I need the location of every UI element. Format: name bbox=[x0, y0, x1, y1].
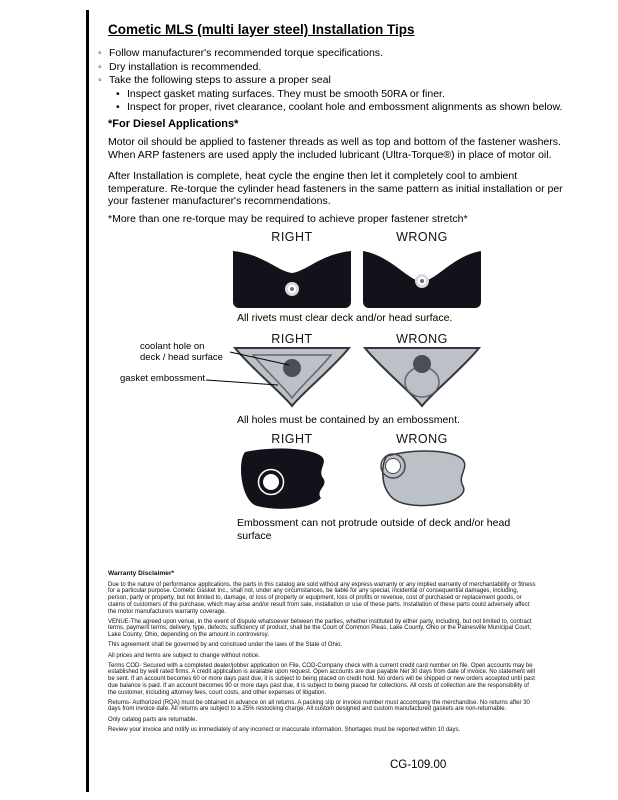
disclaimer-paragraph: Terms COD- Secured with a completed dealer/jobber application on File, COD-Company check with a current credit card number on file. Open accounts may be established by well rated firms. A credit application is available upon request. Open accounts are due payable Net 30 days from date of invoice. No statement will be sent. If an account becomes 60 or more days past due, it is subject to being placed on credit hold. No orders will be shipped or new orders accepted until past due balance is paid. If an account becomes 90 or more days past due, it is subject to being placed for collections. All costs of collection are the responsibility of the customer, including attorney fees, court costs, and other expenses of litigation. bbox=[108, 662, 535, 696]
tip-text: Take the following steps to assure a proper seal bbox=[109, 74, 331, 86]
right-label: RIGHT bbox=[271, 432, 313, 446]
wrong-label: WRONG bbox=[396, 332, 448, 346]
open-bullet-icon: ◦ bbox=[98, 60, 102, 73]
list-item bbox=[98, 74, 590, 88]
hole-icon bbox=[386, 459, 401, 474]
diagram-caption: Embossment can not protrude outside of deck and/or head surface bbox=[237, 517, 511, 542]
open-bullet-icon: ◦ bbox=[98, 74, 102, 86]
list-item bbox=[116, 101, 590, 115]
coolant-hole-callout: coolant hole on deck / head surface bbox=[140, 341, 223, 363]
embossment-right-diagram bbox=[233, 346, 351, 410]
rivet-wrong-diagram bbox=[363, 246, 481, 308]
embossment-wrong-diagram bbox=[363, 346, 481, 410]
diesel-paragraph: After Installation is complete, heat cycle the engine then let it completely cool to ambient temperature. Re-torque the cylinder head fasteners in the same pattern as initial installation or per your fastener manufacturer's recommendations. bbox=[108, 170, 563, 207]
tip-text: Inspect gasket mating surfaces. They must be smooth 50RA or finer. bbox=[127, 87, 445, 100]
page-title: Cometic MLS (multi layer steel) Installation Tips bbox=[108, 22, 415, 37]
list-item bbox=[98, 47, 590, 61]
filled-bullet-icon: • bbox=[116, 87, 120, 100]
open-bullet-icon: ◦ bbox=[98, 47, 102, 59]
coolant-hole-icon bbox=[413, 355, 431, 373]
protrusion-right-diagram bbox=[233, 446, 351, 514]
diesel-applications-heading: *For Diesel Applications* bbox=[108, 118, 239, 130]
diagram-caption: All rivets must clear deck and/or head surface. bbox=[237, 312, 453, 324]
coolant-hole-icon bbox=[283, 359, 301, 377]
retorque-note: *More than one re-torque may be required to achieve proper fastener stretch* bbox=[108, 213, 468, 225]
filled-bullet-icon: • bbox=[116, 101, 120, 113]
wrong-label: WRONG bbox=[396, 432, 448, 446]
disclaimer-paragraph: Returns- Authorized (RQA) must be obtained in advance on all returns. A packing slip or invoice number must accompany the merchandise. No returns after 30 days from invoice date. All returns are subject to a 25% restocking charge. All custom designed and custom manufactured gaskets are non-returnable. bbox=[108, 699, 530, 713]
page-number: CG-109.00 bbox=[390, 759, 447, 771]
disclaimer-paragraph: Review your invoice and notify us immediately of any incorrect or inaccurate information. Shortages must be reported within 10 days. bbox=[108, 726, 461, 733]
diagram-caption: All holes must be contained by an embossment. bbox=[237, 414, 460, 426]
list-item bbox=[98, 61, 590, 75]
right-label: RIGHT bbox=[271, 230, 313, 244]
installation-tips-list bbox=[98, 47, 590, 115]
diesel-paragraph: Motor oil should be applied to fastener threads as well as top and bottom of the fastener washers. When ARP fasteners are used apply the included lubricant (Ultra-Torque®) in place of motor oil. bbox=[108, 136, 561, 161]
disclaimer-paragraph: Only catalog parts are returnable. bbox=[108, 716, 198, 723]
disclaimer-paragraph: All prices and terms are subject to change without notice. bbox=[108, 652, 260, 659]
tip-text: Dry installation is recommended. bbox=[109, 60, 262, 73]
wrong-label: WRONG bbox=[396, 230, 448, 244]
disclaimer-heading: Warranty Disclaimer* bbox=[108, 570, 175, 577]
rivet-right-diagram bbox=[233, 246, 351, 308]
disclaimer-paragraph: Due to the nature of performance applications, the parts in this catalog are sold without any express warranty or any implied warranty of merchantability or fitness for a particular purpose. Cometic Gasket Inc., shall not, under any circumstances, be liable for any special, incidental or consequential damages, including, person, party or property, but not limited to, damage, or loss of property or equipment, loss of profits or revenue, cost of purchased or replacement goods, or claims of customers of the purchase, which may arise and/or result from sale, installation or use of these parts. Installation of these parts could adversely affect the motor manufacturers warranty coverage. bbox=[108, 581, 536, 615]
tip-text: Follow manufacturer's recommended torque specifications. bbox=[109, 47, 383, 59]
disclaimer-paragraph: This agreement shall be governed by and construed under the laws of the State of Ohio. bbox=[108, 642, 343, 649]
warranty-disclaimer bbox=[108, 571, 536, 737]
protrusion-wrong-diagram bbox=[363, 446, 481, 514]
list-item bbox=[116, 88, 590, 102]
gasket-embossment-callout: gasket embossment bbox=[120, 373, 206, 384]
left-margin-rule bbox=[86, 10, 89, 792]
tip-text: Inspect for proper, rivet clearance, coolant hole and embossment alignments as shown below. bbox=[127, 101, 563, 113]
disclaimer-paragraph: VENUE-The agreed upon venue, in the event of dispute whatsoever between the parties, whether instituted by either party, including, but not limited to, contract terms, payment terms, delivery, type, defects, sufficiency of product, shall be the Court of Common Pleas, Lake County, Ohio or the Painesville Municipal Court, Lake County, Ohio, depending on the amount in controversy. bbox=[108, 618, 532, 639]
right-label: RIGHT bbox=[271, 332, 313, 346]
hole-icon bbox=[263, 474, 279, 490]
